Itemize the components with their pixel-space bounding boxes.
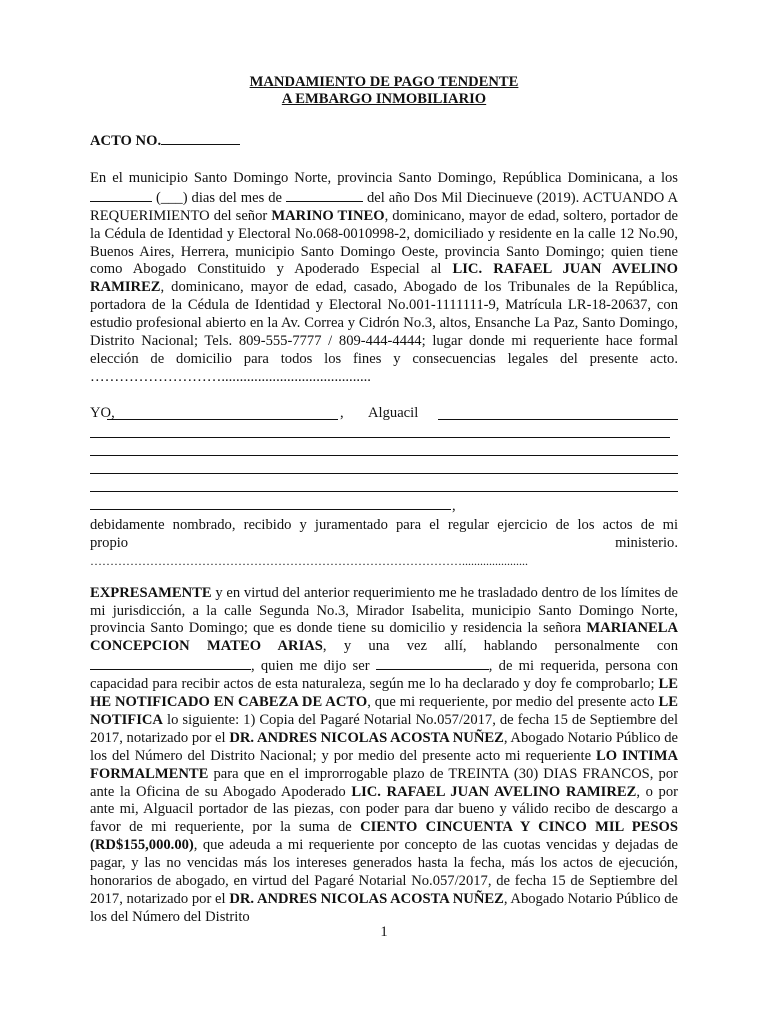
abogado-name-2: LIC. RAFAEL JUAN AVELINO RAMIREZ [351,783,637,800]
expresamente-label: EXPRESAMENTE [90,584,212,601]
yo-name-line [107,419,338,420]
acto-number [90,131,678,151]
notario-name: DR. ANDRES NICOLAS ACOSTA NUÑEZ [229,729,504,746]
requerida-name: MARIANELA CONCEPCION MATEO ARIAS [90,620,678,655]
paragraph-expresamente [90,585,678,927]
p3-text-b: , y una vez allí, hablando personalmente con [322,638,678,655]
month-blank [286,188,363,202]
p2-line-2 [90,535,678,553]
document-page [90,74,678,927]
p2-propio: propio [90,534,129,551]
p3-text-h: para que en el improrrogable plazo de TREINTA (30) DIAS FRANCOS, por ante la Oficina de su Abogado Apoderado [90,765,678,800]
p1-text-c: del año Dos Mil Diecinueve (2019). ACTUANDO A REQUERIMIENTO del señor [90,189,679,224]
alguacil-line-3 [90,455,678,456]
p2-dots: …………………………………………………………………………………...................... [90,553,528,568]
day-blank [90,188,152,202]
p1-text-e: , dominicano, mayor de edad, casado, Abogado de los Tribunales de la República, portadora de la Cédula de Identidad y Electoral No.001-1111111-9, Matrícula LR-18-20637, con estudio profesional abierto en la Av. Correa y Cidrón No.3, altos, Ensanche La Paz, Santo Domingo, Distrito Nacional; Tels. 809-555-7777 / 809-444-4444; lugar donde mi requeriente hace formal elección de domicilio para todos los fines y consecuencias legales del presente acto. [90,279,678,367]
alguacil-line-5 [90,491,678,492]
p1-text-b: (___) dias del mes de [155,189,283,206]
document-title [90,74,678,108]
suma-label: CIENTO CINCUENTA Y CINCO MIL PESOS [360,819,678,836]
p3-text-j: , que adeuda a mi requeriente por concepto de las cuotas vencidas y dejadas de pagar, y las no vencidas más los intereses generados hasta la fecha, más los actos de ejecución, honorarios de abogado, en virtud del Pagaré Notarial No.057/2017, de fecha 15 de Septiembre del 2017, notarizado por el [90,837,678,907]
alguacil-line-2 [90,437,670,438]
abogado-name: LIC. RAFAEL JUAN AVELINO RAMIREZ [90,261,678,296]
p3-text-e: , que mi requeriente, por medio del presente acto [367,694,655,711]
p3-text-g: , Abogado Notario Público de los del Número del Distrito Nacional; y por medio del presente acto mi requeriente [90,729,679,764]
requeriente-name: MARINO TINEO [271,207,385,224]
p2-text-a: debidamente nombrado, recibido y juramentado para el regular ejercicio de los actos de mi [90,516,678,533]
p3-text-c: , quien me dijo ser [251,658,370,675]
acto-label: ACTO NO. [90,133,162,149]
alguacil-block [90,405,678,523]
page-number: 1 [380,924,388,940]
yo-comma: , [340,404,344,421]
p2-ministerio: ministerio. [615,534,678,551]
p1-dots: ………………………......................................... [90,368,371,385]
title-line-2: A EMBARGO INMOBILIARIO [281,91,487,107]
alguacil-line-4 [90,473,678,474]
alguacil-line-6 [90,509,451,510]
p3-text-d: , de mi requerida, persona con capacidad para recibir actos de esta naturaleza, según me lo ha declarado y doy fe comprobarlo; [90,658,678,693]
alguacil-line-1 [438,419,678,420]
p3-text-a: y en virtud del anterior requerimiento me he trasladado dentro de los límites de mi jurisdicción, a la calle Segunda No.3, Mirador Isabelita, municipio Santo Domingo Norte, provincia Santo Domingo; que es donde tiene su domicilio y residencia la señora [90,584,678,637]
notario-name-2: DR. ANDRES NICOLAS ACOSTA NUÑEZ [229,891,504,907]
p3-text-i: , o por ante mi, Alguacil portador de las piezas, con poder para dar bueno y válido recibo de descargo a favor de mi requeriente, por la suma de [90,783,678,836]
p3-text-k: , Abogado Notario Público de los del Número del Distrito [90,891,679,925]
p3-text-f: lo siguiente: 1) Copia del Pagaré Notarial No.057/2017, de fecha 15 de Septiembre del 2017, notarizado por el [90,711,678,746]
paragraph-ministerio [90,517,678,569]
alguacil-end-comma: , [452,497,456,514]
acto-number-blank [161,131,240,145]
notificado-label: LE HE NOTIFICADO EN CABEZA DE ACTO [90,676,678,711]
yo-label: YO, [90,404,115,421]
intima-label: LO INTIMA FORMALMENTE [90,747,679,782]
relacion-blank [376,656,489,670]
p1-text-a: En el municipio Santo Domingo Norte, provincia Santo Domingo, República Dominicana, a los [90,169,678,186]
alguacil-label: Alguacil [368,404,419,421]
paragraph-requerimiento [90,170,678,387]
notifica-label: LE NOTIFICA [90,694,678,728]
title-line-1: MANDAMIENTO DE PAGO TENDENTE [249,74,519,90]
p1-text-d: , dominicano, mayor de edad, soltero, portador de la Cédula de Identidad y Electoral No.068-0010998-2, domiciliado y residente en la calle 12 No.90, Buenos Aires, Herrera, municipio Santo Domingo Oeste, provincia Santo Domingo; quien tiene como Abogado Constituido y Apoderado Especial al [90,207,678,278]
monto-label: (RD$155,000.00) [90,837,194,854]
persona-blank [90,656,251,670]
